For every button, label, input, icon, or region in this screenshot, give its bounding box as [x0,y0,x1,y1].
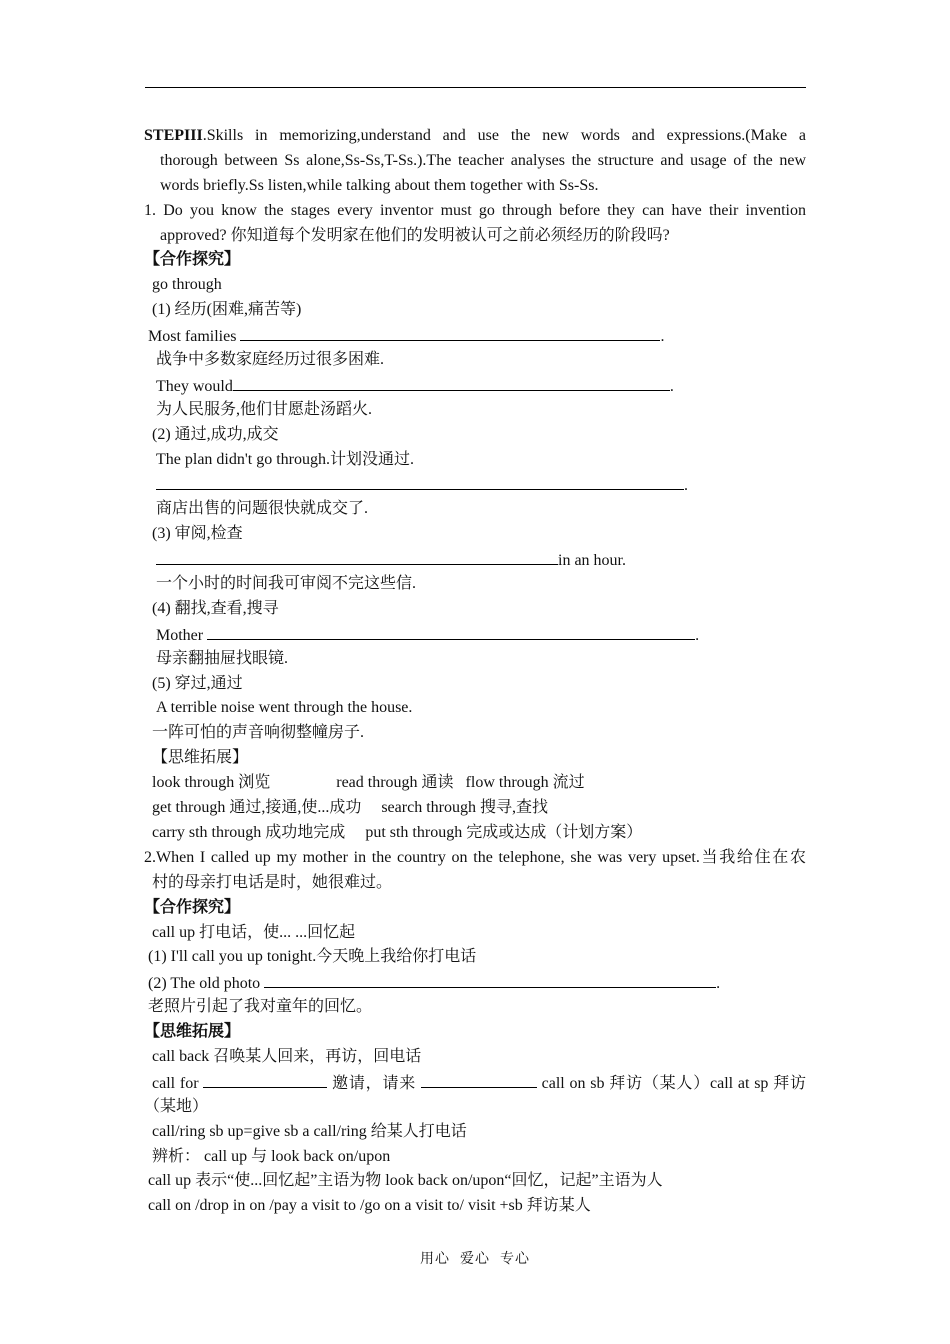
item1-sense5: (5) 穿过,通过 [152,674,243,692]
item2-ex1: (1) I'll call you up tonight.今天晚上我给你打电话 [148,948,477,966]
fill-blank[interactable] [421,1070,537,1088]
item1-ext-row1: look through 浏览 read through 通读 flow through 流过 [152,774,585,792]
item1-ext-heading: 【思维拓展】 [152,749,249,767]
fill-blank[interactable] [156,472,684,490]
item2-ext-heading: 【思维拓展】 [144,1023,241,1041]
item1-sense3: (3) 审阅,检查 [152,525,243,543]
item1-s3-ex-cn: 一个小时的时间我可审阅不完这些信. [156,575,417,593]
fill-blank[interactable] [233,373,670,391]
item1-sense2: (2) 通过,成功,成交 [152,425,279,443]
item2-coop-heading: 【合作探究】 [144,898,241,916]
item2-question-line2: 村的母亲打电话是时，她很难过。 [152,873,393,891]
item1-ext-row2: get through 通过,接通,使...成功 search through 搜寻,查找 [152,799,548,817]
item1-sense4: (4) 翻找,查看,搜寻 [152,599,279,617]
page-footer: 用心 爱心 专心 [420,1252,530,1267]
item2-question-line1: 2.When I called up my mother in the country on the telephone, she was very upset.当我给住在农 [144,848,806,866]
item1-s1-ex2-cn: 为人民服务,他们甘愿赴汤蹈火. [156,400,373,418]
fill-blank[interactable] [156,547,558,565]
item1-s5-ex: A terrible noise went through the house. [156,699,413,717]
item1-s3-ex: in an hour. [144,547,806,572]
fill-blank[interactable] [240,323,660,341]
item2-ext-callfor-cont: （某地） [144,1097,209,1115]
item1-s1-ex1: Most families . [144,323,806,348]
item1-coop-heading: 【合作探究】 [144,251,241,269]
step-label: STEPIII [144,127,203,144]
item1-sense1: (1) 经历(困难,痛苦等) [152,301,302,319]
fill-blank[interactable] [203,1070,327,1088]
step-heading-line2: thorough between Ss alone,Ss-Ss,T-Ss.).The teacher analyses the structure and usage of the new [160,151,806,169]
item2-ext-ring: call/ring sb up=give sb a call/ring 给某人打电话 [152,1122,467,1140]
step-heading-line3: words briefly.Ss listen,while talking about them together with Ss-Ss. [160,176,599,194]
item2-visit: call on /drop in on /pay a visit to /go on a visit to/ visit +sb 拜访某人 [148,1197,591,1215]
item2-phrase: call up 打电话，使... ...回忆起 [152,923,356,941]
item1-s2-ex2: . [144,472,806,497]
item1-question-line1: 1. Do you know the stages every inventor must go through before they can have their invention [144,201,806,219]
fill-blank[interactable] [207,622,695,640]
item2-ex2: (2) The old photo . [144,970,806,995]
item1-s5-ex-cn: 一阵可怕的声音响彻整幢房子. [152,724,365,742]
fill-blank[interactable] [264,970,716,988]
item2-distinguish-detail: call up 表示“使...回忆起”主语为物 look back on/upon“回忆，记起”主语为人 [148,1172,663,1190]
item2-ext-callback: call back 召唤某人回来，再访，回电话 [152,1047,422,1065]
header-rule [145,87,806,88]
item1-question-line2: approved? 你知道每个发明家在他们的发明被认可之前必须经历的阶段吗? [160,226,670,244]
item1-s2-ex1: The plan didn't go through.计划没通过. [156,450,414,468]
item1-s4-ex: Mother . [144,622,806,647]
item1-s4-ex-cn: 母亲翻抽屉找眼镜. [156,649,289,667]
step-heading-line1: STEPIII.Skills in memorizing,understand and use the new words and expressions.(Make a [144,127,806,144]
item2-ex2-cn: 老照片引起了我对童年的回忆。 [148,998,373,1016]
item2-distinguish: 辨析： call up 与 look back on/upon [152,1147,391,1165]
item1-ext-row3: carry sth through 成功地完成 put sth through 完成或达成（计划方案） [152,823,643,841]
item1-s1-ex1-cn: 战争中多数家庭经历过很多困难. [156,351,385,369]
item1-s2-ex2-cn: 商店出售的问题很快就成交了. [156,500,369,518]
document-body [144,124,806,1219]
item2-ext-callfor: call for 邀请，请来 call on sb 拜访（某人）call at sp 拜访 [144,1070,806,1095]
item1-s1-ex2: They would . [144,373,806,398]
item1-phrase: go through [152,276,222,294]
